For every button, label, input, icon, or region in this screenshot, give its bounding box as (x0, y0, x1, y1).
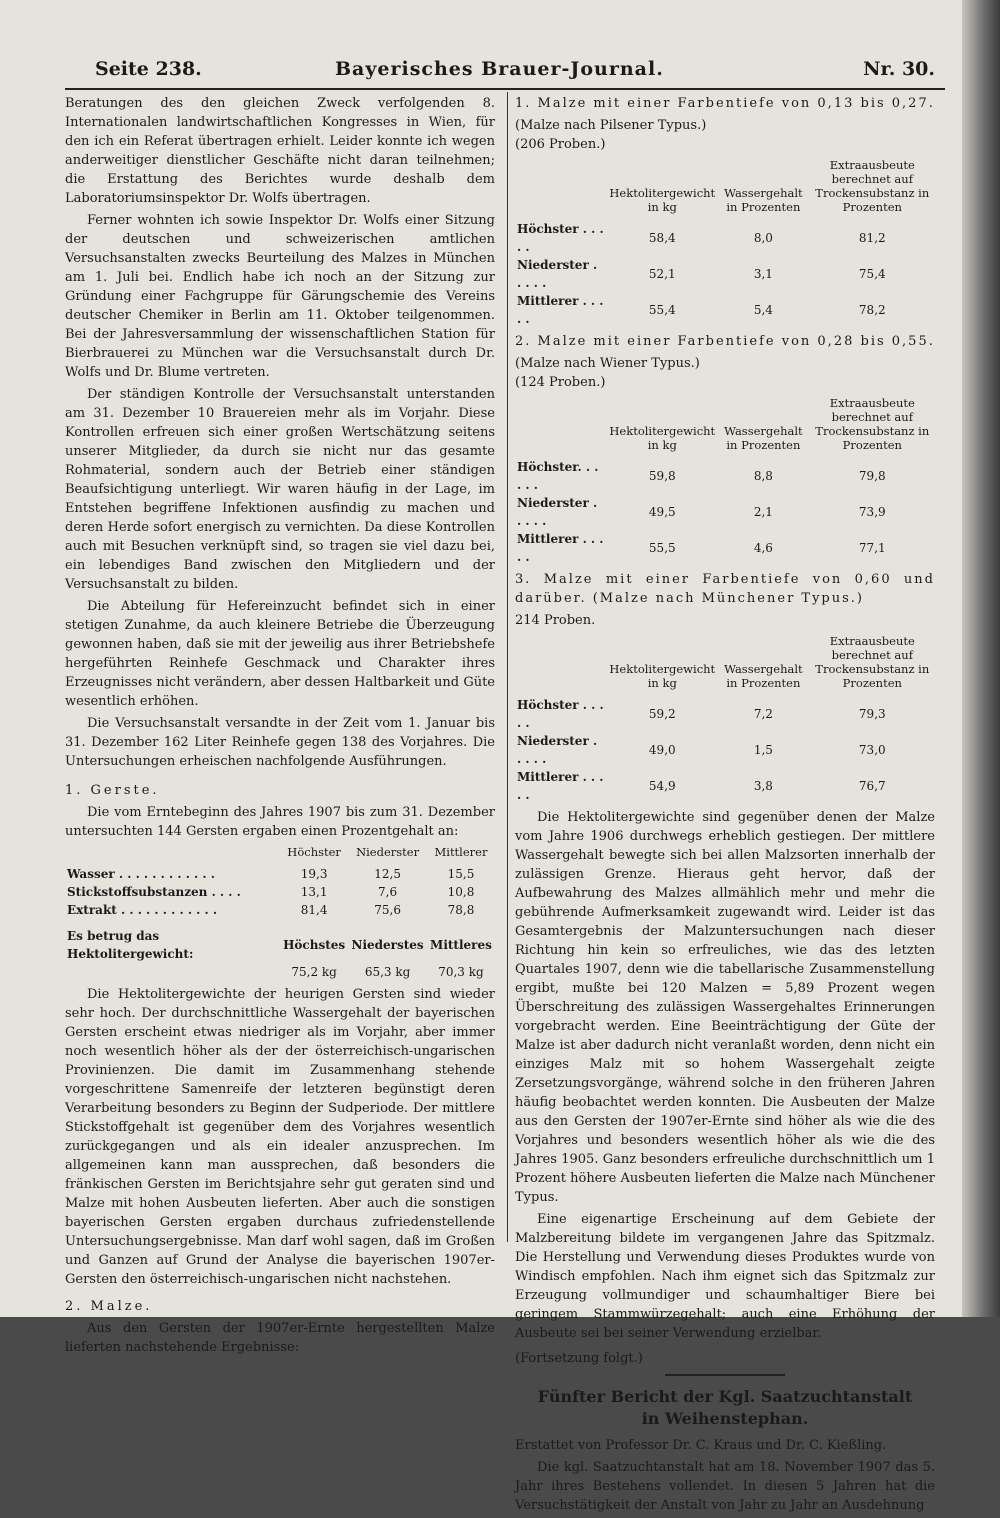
cell: 75,2 kg (291, 965, 337, 979)
cell: 78,2 (858, 303, 886, 317)
column-header: Wassergehalt in Prozenten (724, 662, 803, 690)
article-title-line2: in Weihenstephan. (641, 1409, 809, 1428)
row-label: Mittlerer . . . . . (517, 294, 604, 326)
left-column (65, 94, 495, 1360)
column-header: Extraausbeute berechnet auf Trockensubstanz in Prozenten (815, 158, 930, 214)
table-row (515, 494, 935, 530)
column-header: Höchstes (283, 938, 346, 952)
cell: 81,4 (300, 903, 328, 917)
gerste-table (65, 845, 495, 981)
cell: 13,1 (300, 885, 328, 899)
row-label: Niederster . . . . . (517, 496, 598, 528)
cell: 15,5 (447, 867, 475, 881)
cell: 55,5 (648, 541, 676, 555)
malz-table-3 (515, 634, 935, 804)
table-row (515, 530, 935, 566)
section-heading: 1. Gerste. (65, 783, 160, 798)
column-header: Extraausbeute berechnet auf Trockensubstanz in Prozenten (815, 396, 930, 452)
cell: 1,5 (753, 743, 773, 757)
cell: 73,0 (858, 743, 886, 757)
cell: 78,8 (447, 903, 475, 917)
column-divider (507, 92, 508, 1242)
cell: 19,3 (300, 867, 328, 881)
table-row (515, 768, 935, 804)
row-label: Niederster . . . . . (517, 258, 598, 290)
table-subtitle: (Malze nach Pilsener Typus.) (515, 118, 707, 133)
cell: 77,1 (858, 541, 886, 555)
byline: Erstattet von Professor Dr. C. Kraus und Dr. C. Kießling. (515, 1438, 887, 1453)
cell: 3,8 (753, 779, 773, 793)
table-count: (124 Proben.) (515, 375, 606, 390)
paragraph: Die vom Erntebeginn des Jahres 1907 bis zum 31. Dezember untersuchten 144 Gersten ergaben einen Prozentgehalt an: (65, 805, 495, 839)
paragraph: Die Abteilung für Hefereinzucht befindet sich in einer stetigen Zunahme, da auch kleinere Betriebe die Überzeugung gewonnen haben, daß sie mit der jeweilig aus ihrer Betriebshefe hergeführten Reinhefe Geschmack und Charakter ihres Erzeugnisses nicht verändern, aber dessen Haltbarkeit und Güte wesentlich erhöhen. (65, 599, 495, 709)
cell: 7,2 (753, 707, 773, 721)
table-row (515, 458, 935, 494)
continuation-note: (Fortsetzung folgt.) (515, 1351, 643, 1366)
column-header: Hektolitergewicht in kg (609, 186, 716, 214)
column-header: Höchster (287, 845, 341, 859)
column-header: Niederster (356, 845, 420, 859)
section-heading: 2. Malze. (65, 1299, 153, 1314)
paragraph: Der ständigen Kontrolle der Versuchsanstalt unterstanden am 31. Dezember 10 Brauereien mehr als im Vorjahr. Diese Kontrollen erfreuen sich einer großen Wertschätzung seitens unserer Mitglieder, da durch sie nicht nur das gesamte Rohmaterial, sondern auch der Betrieb einer ständigen Beaufsichtigung unterliegt. Wir waren häufig in der Lage, im Entstehen begriffene Infektionen ausfindig zu machen und deren Herde sofort energisch zu vernichten. Da diese Kontrollen auch mit Besuchen verknüpft sind, so tragen sie viel dazu bei, ein lebendiges Band zwischen den Mitgliedern und der Versuchsanstalt zu bilden. (65, 387, 495, 592)
cell: 5,4 (753, 303, 773, 317)
table-count: (206 Proben.) (515, 137, 606, 152)
table-count: 214 Proben. (515, 613, 596, 628)
row-label: Mittlerer . . . . . (517, 532, 604, 564)
table-row (65, 919, 495, 963)
cell: 54,9 (648, 779, 676, 793)
paragraph: Die kgl. Saatzuchtanstalt hat am 18. November 1907 das 5. Jahr ihres Bestehens vollendet. In diesen 5 Jahren hat die Versuchstätigkeit der Anstalt von Jahr zu Jahr an Ausdehnung (515, 1460, 935, 1513)
cell: 81,2 (858, 231, 886, 245)
table-row (65, 963, 495, 981)
row-label: Extrakt . . . . . . . . . . . . (67, 903, 218, 917)
cell: 10,8 (447, 885, 475, 899)
row-label: Höchster. . . . . . (517, 460, 599, 492)
table-row (65, 865, 495, 883)
page-header (95, 58, 935, 84)
row-label: Wasser . . . . . . . . . . . . (67, 867, 215, 881)
table-title: 1. Malze mit einer Farbentiefe von 0,13 bis 0,27. (515, 96, 935, 111)
column-header: Wassergehalt in Prozenten (724, 186, 803, 214)
column-header: Extraausbeute berechnet auf Trockensubstanz in Prozenten (815, 634, 930, 690)
cell: 73,9 (858, 505, 886, 519)
table-title: 2. Malze mit einer Farbentiefe von 0,28 bis 0,55. (515, 334, 935, 349)
cell: 59,2 (648, 707, 676, 721)
table-row (515, 732, 935, 768)
cell: 4,6 (753, 541, 773, 555)
cell: 7,6 (378, 885, 398, 899)
journal-title: Bayerisches Brauer-Journal. (335, 58, 664, 80)
cell: 8,8 (753, 469, 773, 483)
cell: 79,3 (858, 707, 886, 721)
paragraph: Die Versuchsanstalt versandte in der Zeit vom 1. Januar bis 31. Dezember 162 Liter Reinhefe gegen 138 des Vorjahres. Die Untersuchungen erheischen nachfolgende Ausführungen. (65, 716, 495, 769)
article-title: Fünfter Bericht der Kgl. Saatzuchtanstalt (537, 1387, 913, 1406)
row-label: Höchster . . . . . (517, 698, 604, 730)
issue-number: Nr. 30. (863, 58, 935, 80)
table-row (515, 696, 935, 732)
malz-table-1 (515, 158, 935, 328)
table-row (515, 256, 935, 292)
header-rule (65, 88, 945, 90)
cell: 49,0 (648, 743, 676, 757)
row-label: Es betrug das Hektolitergewicht: (67, 929, 194, 961)
cell: 70,3 kg (438, 965, 484, 979)
table-subtitle: (Malze nach Wiener Typus.) (515, 356, 700, 371)
row-label: Mittlerer . . . . . (517, 770, 604, 802)
column-header: Niederstes (351, 938, 424, 952)
malz-table-2 (515, 396, 935, 566)
cell: 65,3 kg (364, 965, 411, 979)
cell: 58,4 (648, 231, 676, 245)
scan-edge (962, 0, 1000, 1317)
cell: 75,6 (374, 903, 401, 917)
cell: 59,8 (648, 469, 676, 483)
paragraph: Eine eigenartige Erscheinung auf dem Gebiete der Malzbereitung bildete im vergangenen Jahre das Spitzmalz. Die Herstellung und Verwendung dieses Produktes wurde von Windisch empfohlen. Nach ihm eignet sich das Spitzmalz zur Erzeugung vollmundiger und schaumhaltiger Biere bei geringem Stammwürzegehalt; auch eine Erhöhung der Ausbeute sei bei seiner Verwendung erzielbar. (515, 1212, 935, 1341)
paragraph: Beratungen des den gleichen Zweck verfolgenden 8. Internationalen landwirtschaftlichen Kongresses in Wien, für den ich ein Referat übertragen erhielt. Leider konnte ich wegen anderweitiger dienstlicher Geschäfte nicht daran teilnehmen; die Erstattung des Berichtes wurde deshalb dem Laboratoriumsinspektor Dr. Wolfs übertragen. (65, 96, 495, 206)
cell: 52,1 (648, 267, 676, 281)
cell: 55,4 (648, 303, 676, 317)
column-header: Mittlerer (434, 845, 488, 859)
right-column (515, 94, 935, 1518)
paragraph: Aus den Gersten der 1907er-Ernte hergestellten Malze lieferten nachstehende Ergebnisse: (65, 1321, 495, 1355)
cell: 3,1 (753, 267, 773, 281)
page-number: Seite 238. (95, 58, 202, 80)
section-rule (665, 1374, 785, 1376)
cell: 12,5 (374, 867, 401, 881)
table-row (515, 292, 935, 328)
cell: 75,4 (858, 267, 886, 281)
row-label: Stickstoffsubstanzen . . . . (67, 885, 241, 899)
cell: 2,1 (753, 505, 773, 519)
table-row (65, 883, 495, 901)
table-row (65, 901, 495, 919)
paragraph: Die Hektolitergewichte der heurigen Gersten sind wieder sehr hoch. Der durchschnittliche Wassergehalt der bayerischen Gersten erscheint etwas niedriger als im Vorjahr, aber immer noch wesentlich höher als der der österreichisch-ungarischen Provinienzen. Die damit im Zusammenhang stehende vorgeschrittene Samenreife der letzteren begünstigt deren Verarbeitung besonders zu Beginn der Sudperiode. Der mittlere Stickstoffgehalt ist gegenüber dem des Vorjahres wesentlich zurückgegangen und als ein idealer anzusprechen. Im allgemeinen kann man aussprechen, daß besonders die fränkischen Gersten im Berichtsjahre sehr gut geraten sind und Malze mit hohen Ausbeuten lieferten. Aber auch die sonstigen bayerischen Gersten ergaben durchaus zufriedenstellende Untersuchungsergebnisse. Man darf wohl sagen, daß im Großen und Ganzen auf Grund der Analyse die bayerischen 1907er-Gersten den österreichisch-ungarischen nicht nachstehen. (65, 987, 495, 1287)
column-header: Hektolitergewicht in kg (609, 424, 716, 452)
column-header: Hektolitergewicht in kg (609, 662, 716, 690)
table-title: 3. Malze mit einer Farbentiefe von 0,60 und darüber. (Malze nach Münchener Typus.) (515, 572, 935, 606)
paragraph: Die Hektolitergewichte sind gegenüber denen der Malze vom Jahre 1906 durchwegs erheblich gestiegen. Der mittlere Wassergehalt bewegte sich bei allen Malzsorten innerhalb der zulässigen Grenze. Hieraus geht hervor, daß der Aufbewahrung des Malzes allmählich mehr und mehr die gebührende Aufmerksamkeit zugewandt wird. Leider ist das Gesamtergebnis der Malzuntersuchungen nach dieser Richtung hin kein so erfreuliches, wie das des letzten Quartales 1907, denn wie die tabellarische Zusammenstellung ergibt, mußte bei 120 Malzen = 5,89 Prozent wegen Überschreitung des zulässigen Wassergehaltes Erinnerungen vorgebracht werden. Eine Beeinträchtigung der Güte der Malze ist aber dadurch nicht veranlaßt worden, denn nicht ein einziges Malz mit so hohem Wassergehalt zeigte Zersetzungsvorgänge, während solche in den früheren Jahren häufig beobachtet werden konnten. Die Ausbeuten der Malze aus den Gersten der 1907er-Ernte sind höher als wie die des Vorjahres und besonders wesentlich höher als wie die des Jahres 1905. Ganz besonders erfreuliche durchschnittlich um 1 Prozent höhere Ausbeuten lieferten die Malze nach Münchener Typus. (515, 810, 935, 1205)
cell: 8,0 (753, 231, 773, 245)
column-header: Wassergehalt in Prozenten (724, 424, 803, 452)
row-label: Niederster . . . . . (517, 734, 598, 766)
paragraph: Ferner wohnten ich sowie Inspektor Dr. Wolfs einer Sitzung der deutschen und schweizerischen amtlichen Versuchsanstalten zwecks Beurteilung des Malzes in München am 1. Juli bei. Endlich habe ich noch an der Sitzung zur Gründung einer Fachgruppe für Gärungschemie des Vereins deutscher Chemiker in Berlin am 11. Oktober teilgenommen. Bei der Jahresversammlung der wissenschaftlichen Station für Bierbrauerei zu München war die Versuchsanstalt durch Dr. Wolfs und Dr. Blume vertreten. (65, 213, 495, 380)
cell: 79,8 (858, 469, 886, 483)
column-header: Mittleres (430, 938, 492, 952)
table-row (515, 220, 935, 256)
cell: 76,7 (858, 779, 886, 793)
cell: 49,5 (648, 505, 676, 519)
row-label: Höchster . . . . . (517, 222, 604, 254)
